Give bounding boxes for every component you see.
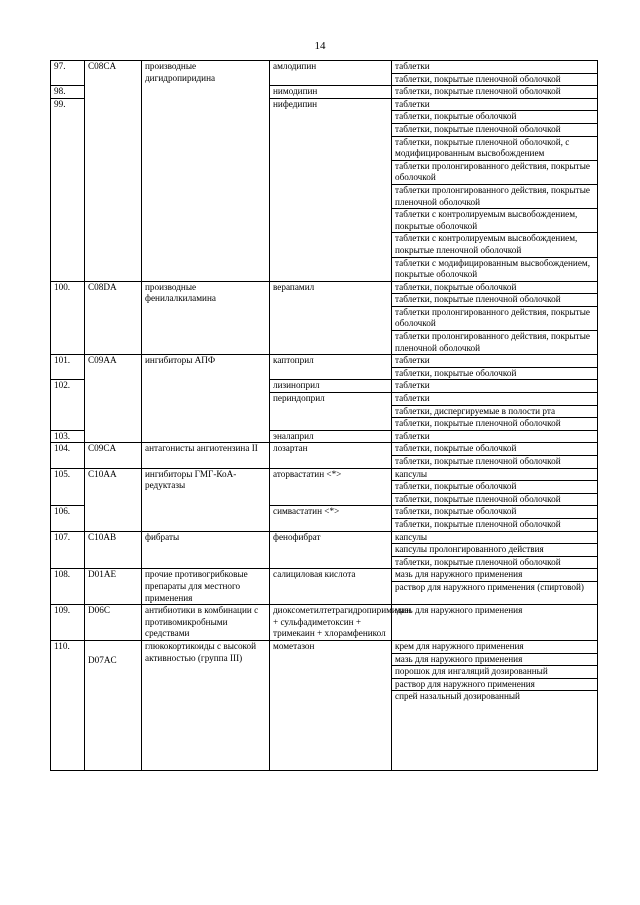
- pharmacological-group: ингибиторы ГМГ-КоА-редуктазы: [142, 468, 270, 531]
- drug-name: салициловая кислота: [270, 569, 392, 605]
- dosage-forms: [392, 506, 598, 531]
- dosage-forms: [392, 605, 598, 641]
- dosage-forms: [392, 468, 598, 506]
- drug-name: симвастатин <*>: [270, 506, 392, 531]
- dosage-form: таблетки, покрытые пленочной оболочкой: [395, 73, 561, 84]
- pharmacological-group: производные дигидропиридина: [142, 61, 270, 282]
- dosage-form: таблетки, покрытые пленочной оболочкой: [395, 493, 561, 504]
- dosage-form: таблетки, покрытые оболочкой: [392, 443, 597, 456]
- dosage-form: порошок для ингаляций дозированный: [392, 666, 597, 679]
- page-number: 14: [314, 40, 326, 52]
- dosage-form: раствор для наружного применения: [392, 679, 597, 692]
- dosage-forms: [392, 281, 598, 355]
- dosage-form: таблетки, покрытые оболочкой: [392, 481, 597, 494]
- table-row: [51, 443, 598, 468]
- dosage-form: спрей назальный дозированный: [395, 691, 520, 702]
- pharmacological-group: прочие противогрибковые препараты для местного применения: [142, 569, 270, 605]
- pharmacological-group: антагонисты ангиотензина II: [142, 443, 270, 468]
- dosage-forms: [392, 430, 598, 443]
- row-number: 103.: [51, 430, 85, 443]
- dosage-form: капсулы: [392, 532, 597, 545]
- dosage-form: таблетки пролонгированного действия, покрытые пленочной оболочкой: [395, 331, 590, 353]
- table-row: [51, 355, 598, 380]
- drug-table: [50, 60, 598, 771]
- dosage-form: таблетки: [395, 380, 430, 391]
- dosage-forms: [392, 61, 598, 86]
- drug-name: каптоприл: [270, 355, 392, 380]
- drug-name: фенофибрат: [270, 531, 392, 569]
- dosage-form: таблетки, покрытые оболочкой: [392, 111, 597, 124]
- dosage-form: таблетки пролонгированного действия, покрытые оболочкой: [392, 307, 597, 331]
- table-row: [51, 605, 598, 641]
- pharmacological-group: антибиотики в комбинации с противомикробными средствами: [142, 605, 270, 641]
- dosage-form: таблетки: [395, 430, 430, 441]
- dosage-form: таблетки с контролируемым высвобождением, покрытые пленочной оболочкой: [392, 233, 597, 257]
- dosage-forms: [392, 86, 598, 99]
- dosage-form: капсулы: [392, 469, 597, 482]
- dosage-form: таблетки с контролируемым высвобождением, покрытые оболочкой: [392, 209, 597, 233]
- dosage-form: таблетки, покрытые пленочной оболочкой: [395, 86, 561, 97]
- table-row: [51, 281, 598, 355]
- atc-code: C10AA: [85, 468, 142, 531]
- table-row: [51, 640, 598, 770]
- dosage-form: таблетки, покрытые оболочкой: [392, 506, 597, 519]
- pharmacological-group: фибраты: [142, 531, 270, 569]
- drug-name: нифедипин: [270, 98, 392, 281]
- dosage-forms: [392, 531, 598, 569]
- pharmacological-group: производные фенилалкиламина: [142, 281, 270, 355]
- dosage-form: мазь для наружного применения: [392, 654, 597, 667]
- drug-name: аторвастатин <*>: [270, 468, 392, 506]
- table-row: [51, 531, 598, 569]
- dosage-form: таблетки с модифицированным высвобождением, покрытые оболочкой: [395, 257, 591, 280]
- dosage-form: таблетки, покрытые оболочкой: [392, 282, 597, 295]
- dosage-forms: [392, 640, 598, 770]
- table-row: [51, 61, 598, 86]
- drug-name: лизиноприл: [270, 380, 392, 393]
- atc-code: D01AE: [85, 569, 142, 605]
- row-number: 109.: [51, 605, 85, 641]
- pharmacological-group: ингибиторы АПФ: [142, 355, 270, 443]
- drug-name: верапамил: [270, 281, 392, 355]
- row-number: 108.: [51, 569, 85, 605]
- table-row: [51, 569, 598, 605]
- dosage-forms: [392, 569, 598, 605]
- dosage-form: таблетки: [392, 355, 597, 368]
- row-number: 102.: [51, 380, 85, 430]
- row-number: 104.: [51, 443, 85, 468]
- atc-code: C08DA: [85, 281, 142, 355]
- dosage-form: таблетки, покрытые пленочной оболочкой: [395, 456, 561, 466]
- atc-code: D07AC: [85, 640, 142, 770]
- dosage-forms: [392, 380, 598, 393]
- dosage-form: таблетки, покрытые пленочной оболочкой: [395, 418, 561, 429]
- dosage-form: таблетки, покрытые пленочной оболочкой: [392, 294, 597, 307]
- row-number: 100.: [51, 281, 85, 355]
- dosage-form: раствор для наружного применения (спиртовой): [395, 581, 584, 592]
- dosage-form: крем для наружного применения: [392, 641, 597, 654]
- dosage-forms: [392, 355, 598, 380]
- dosage-form: таблетки, диспергируемые в полости рта: [392, 406, 597, 419]
- row-number: 99.: [51, 98, 85, 281]
- dosage-forms: [392, 443, 598, 468]
- dosage-form: таблетки, покрытые пленочной оболочкой: [395, 518, 561, 529]
- dosage-form: мазь для наружного применения: [395, 605, 523, 616]
- drug-name: нимодипин: [270, 86, 392, 99]
- drug-name: мометазон: [270, 640, 392, 770]
- dosage-forms: [392, 98, 598, 281]
- dosage-form: таблетки: [392, 99, 597, 112]
- dosage-form: таблетки, покрытые пленочной оболочкой, с модифицированным высвобождением: [392, 137, 597, 161]
- drug-name: амлодипин: [270, 61, 392, 86]
- row-number: 101.: [51, 355, 85, 380]
- drug-name: периндоприл: [270, 393, 392, 431]
- drug-name: диоксометилтетрагидропиримидин + сульфадиметоксин + тримекаин + хлорамфеникол: [270, 605, 392, 641]
- row-number: 105.: [51, 468, 85, 506]
- dosage-form: таблетки: [392, 61, 597, 74]
- dosage-form: капсулы пролонгированного действия: [392, 544, 597, 557]
- dosage-form: таблетки, покрытые пленочной оболочкой: [392, 124, 597, 137]
- row-number: 106.: [51, 506, 85, 531]
- row-number: 107.: [51, 531, 85, 569]
- row-number: 98.: [51, 86, 85, 99]
- dosage-form: таблетки, покрытые пленочной оболочкой: [395, 556, 561, 567]
- dosage-form: таблетки: [392, 393, 597, 406]
- row-number: 110.: [51, 640, 85, 770]
- drug-name: лозартан: [270, 443, 392, 468]
- dosage-form: таблетки пролонгированного действия, покрытые пленочной оболочкой: [392, 185, 597, 209]
- atc-code: C08CA: [85, 61, 142, 282]
- atc-code: C09AA: [85, 355, 142, 443]
- dosage-form: таблетки пролонгированного действия, покрытые оболочкой: [392, 161, 597, 185]
- atc-code: D06C: [85, 605, 142, 641]
- pharmacological-group: глюкокортикоиды с высокой активностью (группа III): [142, 640, 270, 770]
- table-row: [51, 468, 598, 506]
- atc-code: C09CA: [85, 443, 142, 468]
- drug-name: эналаприл: [270, 430, 392, 443]
- dosage-form: мазь для наружного применения: [392, 569, 597, 582]
- atc-code: C10AB: [85, 531, 142, 569]
- dosage-form: таблетки, покрытые оболочкой: [395, 367, 517, 378]
- row-number: 97.: [51, 61, 85, 86]
- dosage-forms: [392, 393, 598, 431]
